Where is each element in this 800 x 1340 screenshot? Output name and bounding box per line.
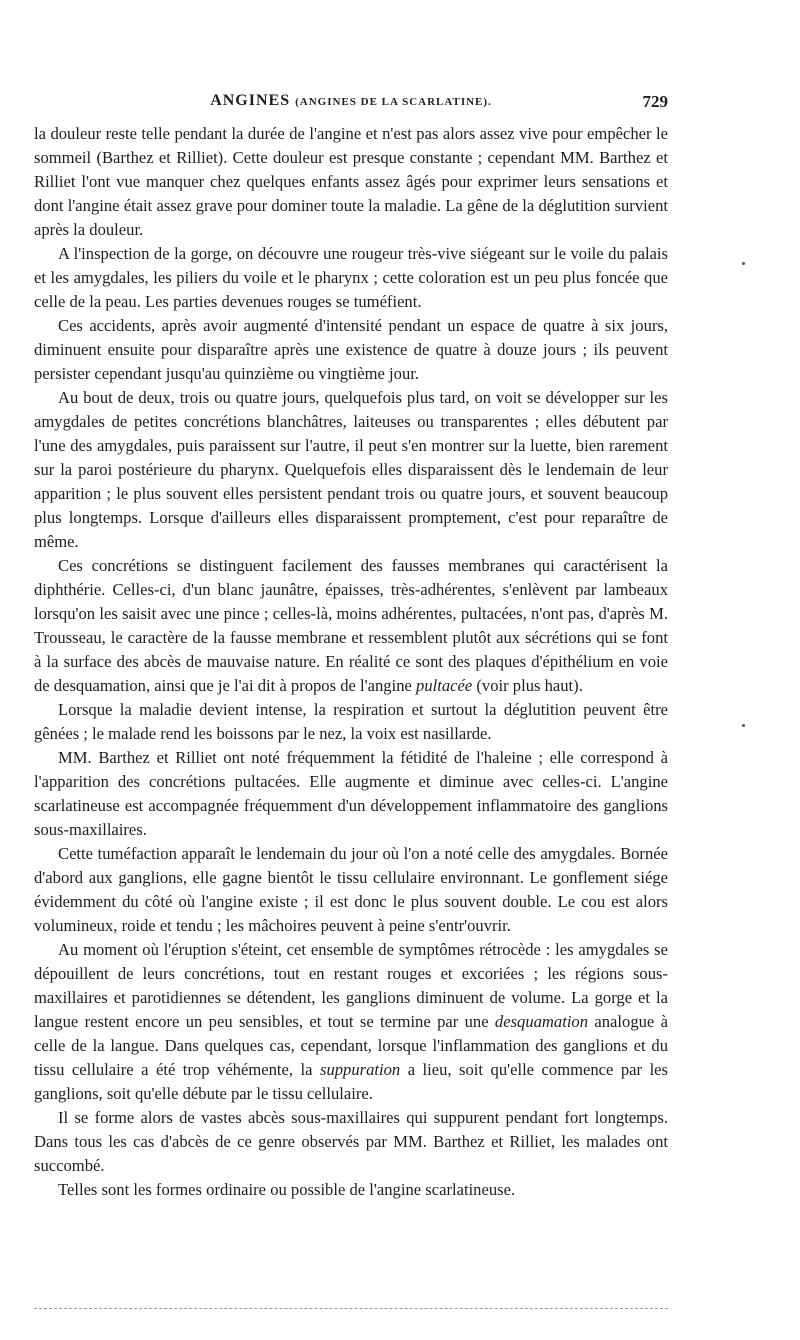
footer-rule (34, 1308, 668, 1309)
paragraph-text: Telles sont les formes ordinaire ou possible de l'angine scarlatineuse. (58, 1180, 516, 1199)
paragraph-text: analogue à celle de la langue. Dans quelques cas, cependant, lorsque l'inflammation des ganglions et du tissu cellulaire a été trop véhémente, la (34, 1012, 668, 1079)
paragraph (34, 314, 668, 386)
paragraph (34, 746, 668, 842)
paragraph (34, 1178, 668, 1202)
paragraph-text: Lorsque la maladie devient intense, la respiration et surtout la déglutition peuvent être gênées ; le malade rend les boissons par le nez, la voix est nasillarde. (34, 700, 668, 743)
paragraph (34, 938, 668, 1106)
print-speck (742, 262, 745, 265)
paragraph (34, 698, 668, 746)
italic-term: desquamation (494, 1012, 589, 1031)
paragraph (34, 554, 668, 698)
paragraph (34, 842, 668, 938)
chapter-subtitle: (ANGINES DE LA SCARLATINE). (295, 96, 492, 108)
paragraph (34, 122, 668, 242)
paragraph-text: Au moment où l'éruption s'éteint, cet ensemble de symptômes rétrocède : les amygdales se dépouillent de leurs concrétions, tout en restant rouges et excoriées ; les régions sous-maxillaires et parotidiennes se détendent, les ganglions diminuent de volume. La gorge et la langue restent encore un peu sensibles, et tout se termine par une (34, 940, 668, 1031)
italic-term: pultacée (416, 676, 473, 695)
print-speck (742, 724, 745, 727)
running-title (34, 92, 668, 110)
paragraph-text: a lieu, soit qu'elle commence par les ganglions, soit qu'elle débute par le tissu cellulaire. (34, 1060, 668, 1103)
paragraph-text: la douleur reste telle pendant la durée de l'angine et n'est pas alors assez vive pour empêcher le sommeil (Barthez et Rilliet). Cette douleur est presque constante ; cependant MM. Barthez et Rilliet l'ont vue manquer chez quelques enfants assez âgés pour exprimer leurs sensations et dont l'angine était assez grave pour dominer toute la maladie. La gêne de la déglutition survient après la douleur. (34, 124, 668, 239)
body-text (34, 122, 668, 1202)
page-number: 729 (642, 92, 668, 111)
paragraph (34, 1106, 668, 1178)
paragraph (34, 242, 668, 314)
italic-term: suppuration (319, 1060, 401, 1079)
paragraph-text: Ces concrétions se distinguent facilement des fausses membranes qui caractérisent la diphthérie. Celles-ci, d'un blanc jaunâtre, épaisses, très-adhérentes, s'enlèvent par lambeaux lorsqu'on les saisit avec une pince ; celles-là, moins adhérentes, pultacées, n'ont pas, d'après M. Trousseau, le caractère de la fausse membrane et ressemblent plutôt aux sécrétions qui se font à la surface des abcès de mauvaise nature. En réalité ce sont des plaques d'épithélium en voie de desquamation, ainsi que je l'ai dit à propos de l'angine (34, 556, 668, 695)
paragraph-text: (voir plus haut). (472, 676, 583, 695)
paragraph-text: Cette tuméfaction apparaît le lendemain du jour où l'on a noté celle des amygdales. Bornée d'abord aux ganglions, elle gagne bientôt le tissu cellulaire environnant. Le gonflement siége évidemment du côté où l'angine existe ; il est donc le plus souvent double. Le cou est alors volumineux, roide et tendu ; les mâchoires peuvent à peine s'entr'ouvrir. (34, 844, 668, 935)
paragraph-text: Au bout de deux, trois ou quatre jours, quelquefois plus tard, on voit se développer sur les amygdales de petites concrétions blanchâtres, laiteuses ou transparentes ; elles débutent par l'une des amygdales, puis paraissent sur l'autre, il peut s'en montrer sur la luette, bien rarement sur la paroi postérieure du pharynx. Quelquefois elles disparaissent dès le lendemain de leur apparition ; le plus souvent elles persistent pendant trois ou quatre jours, et souvent beaucoup plus longtemps. Lorsque d'ailleurs elles disparaissent promptement, c'est pour reparaître de même. (34, 388, 668, 551)
paragraph-text: Ces accidents, après avoir augmenté d'intensité pendant un espace de quatre à six jours, diminuent ensuite pour disparaître après une existence de quatre à douze jours ; ils peuvent persister cependant jusqu'au quinzième ou vingtième jour. (34, 316, 668, 383)
paragraph-text: Il se forme alors de vastes abcès sous-maxillaires qui suppurent pendant fort longtemps. Dans tous les cas d'abcès de ce genre observés par MM. Barthez et Rilliet, les malades ont succombé. (34, 1108, 668, 1175)
chapter-title: ANGINES (210, 92, 291, 109)
paragraph-text: A l'inspection de la gorge, on découvre une rougeur très-vive siégeant sur le voile du palais et les amygdales, les piliers du voile et le pharynx ; cette coloration est un peu plus foncée que celle de la peau. Les parties devenues rouges se tuméfient. (34, 244, 668, 311)
running-head (34, 92, 668, 116)
paragraph (34, 386, 668, 554)
paragraph-text: MM. Barthez et Rilliet ont noté fréquemment la fétidité de l'haleine ; elle correspond à l'apparition des concrétions pultacées. Elle augmente et diminue avec celles-ci. L'angine scarlatineuse est accompagnée fréquemment d'un développement inflammatoire des ganglions sous-maxillaires. (34, 748, 668, 839)
